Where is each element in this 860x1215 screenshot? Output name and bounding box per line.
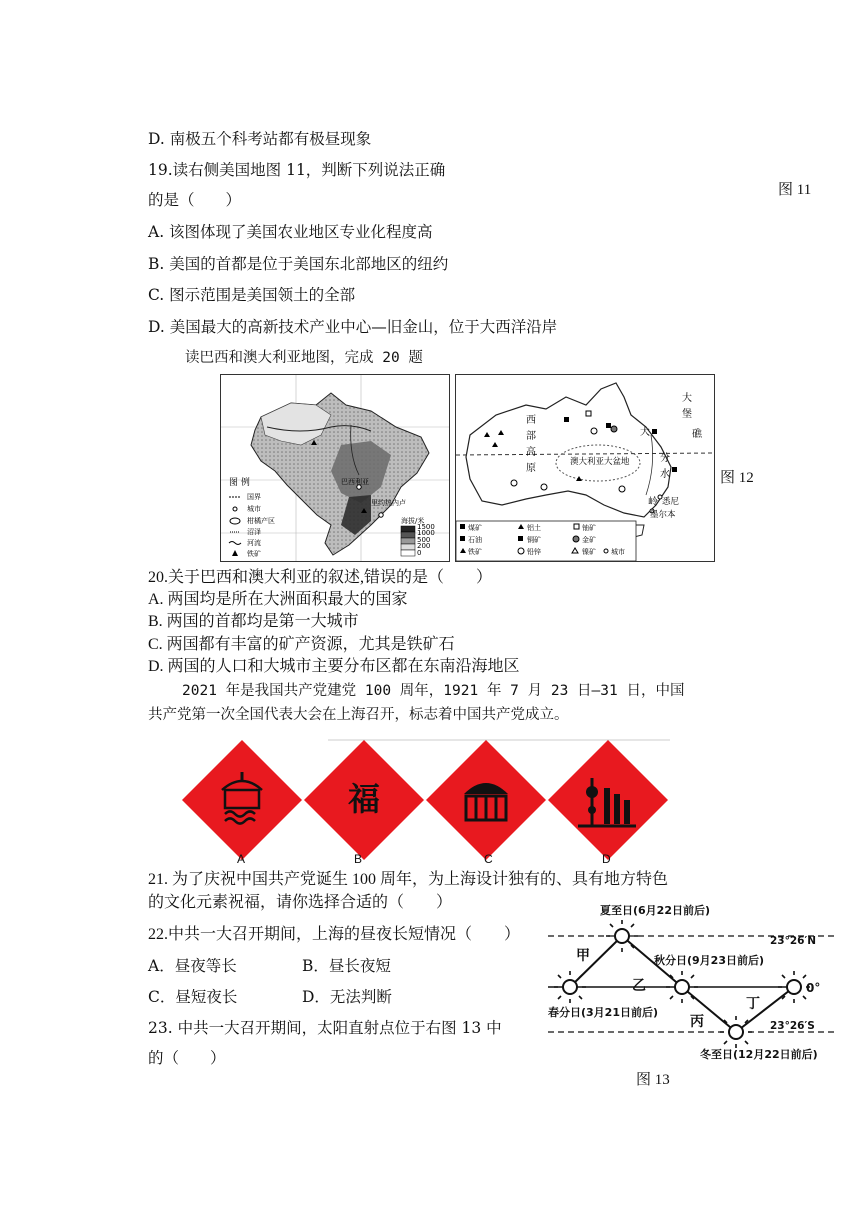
legend-border: 国界 (247, 493, 261, 501)
legend-lead-zinc: 铅锌 (527, 548, 541, 556)
west-plateau-3: 高 (526, 447, 536, 458)
q22-option-b: B．昼长夜短 (302, 957, 391, 975)
basin-label: 澳大利亚大盆地 (570, 457, 630, 467)
passage-line2: 共产党第一次全国代表大会在上海召开，标志着中国共产党成立。 (148, 707, 569, 723)
label-spring: 春分日(3月21日前后) (548, 1006, 659, 1019)
elev-200: 200 (417, 542, 431, 550)
legend-gold: 金矿 (582, 536, 596, 544)
legend-nickel: 镍矿 (582, 548, 596, 556)
brazil-map (220, 374, 450, 562)
label-south: 23°26′S (770, 1020, 815, 1032)
q22-stem: 22.中共一大召开期间，上海的昼夜长短情况（ ） (148, 926, 521, 943)
q23-line1: 23. 中共一大召开期间，太阳直射点位于右图 13 中 (148, 1019, 502, 1037)
legend-city: 城市 (247, 505, 261, 513)
label-winter: 冬至日(12月22日前后) (700, 1048, 818, 1061)
q21-label-a: A (237, 852, 246, 866)
q19-option-d: D. 美国最大的高新技术产业中心—旧金山，位于大西洋沿岸 (148, 318, 558, 336)
legend-city-au: 城市 (611, 548, 625, 556)
reef-1: 大 (682, 393, 692, 404)
option-b-diamond[interactable] (304, 740, 424, 860)
figure11-label: 图 11 (778, 182, 812, 198)
q19-option-b: B. 美国的首都是位于美国东北部地区的纽约 (148, 255, 449, 273)
segment-yi: 乙 (632, 978, 646, 994)
q20-stem: 20.关于巴西和澳大利亚的叙述,错误的是（ ） (148, 569, 493, 586)
label-summer: 夏至日(6月22日前后) (600, 904, 711, 917)
q19-stem-line1: 19.读右侧美国地图 11，判断下列说法正确 (148, 161, 446, 179)
segment-ding: 丁 (746, 996, 760, 1012)
australia-map (455, 374, 715, 562)
elev-0: 0 (417, 549, 422, 557)
q19-option-a: A. 该图体现了美国农业地区专业化程度高 (148, 223, 433, 241)
divide-2: 水 (660, 469, 670, 480)
passage-line1: 2021 年是我国共产党建党 100 周年，1921 年 7 月 23 日—31 日，中国 (182, 683, 685, 699)
q23-line2: 的（ ） (148, 1049, 226, 1067)
range-label: 岭 (648, 497, 658, 508)
q21-line2: 的文化元素祝福，请你选择合适的（ ） (148, 894, 453, 911)
reef-prefix: 大 (640, 427, 650, 438)
q20-option-a: A. 两国均是所在大洲面积最大的国家 (148, 591, 408, 608)
q18-option-d: D. 南极五个科考站都有极昼现象 (148, 130, 372, 148)
australia-map-graphic (456, 375, 714, 561)
q19-stem-line2: 的是（ ） (148, 191, 242, 209)
legend-iron-ore: 铁矿 (468, 548, 482, 556)
legend-uranium: 铀矿 (582, 524, 596, 532)
option-a-diamond[interactable] (182, 740, 302, 860)
city-melbourne: 墨尔本 (650, 510, 676, 520)
q19-option-c: C. 图示范围是美国领土的全部 (148, 286, 356, 304)
label-north: 23°26′N (770, 935, 817, 947)
sun-winter-icon (720, 1016, 752, 1048)
legend-copper: 铜矿 (527, 536, 541, 544)
q21-label-d: D (602, 852, 611, 866)
west-plateau-1: 西 (526, 415, 536, 426)
legend-river: 河流 (247, 539, 261, 547)
elev-1000: 1000 (417, 529, 435, 537)
q22-option-d: D．无法判断 (302, 988, 392, 1006)
q22-option-c: C．昼短夜长 (148, 988, 238, 1006)
reef-2: 堡 (682, 409, 692, 420)
q21-label-c: C (484, 852, 493, 866)
label-equator: 0° (806, 981, 821, 995)
q20-option-b: B. 两国的首都均是第一大城市 (148, 613, 359, 630)
city-sydney: 悉尼 (662, 497, 680, 507)
segment-jia: 甲 (576, 948, 590, 964)
reef-3: 礁 (692, 429, 702, 440)
figure13-label: 图 13 (636, 1072, 670, 1088)
elevation-title: 海拔/米 (401, 517, 425, 525)
segment-bing: 丙 (690, 1014, 704, 1030)
figure12-label: 图 12 (720, 470, 754, 486)
west-plateau-4: 原 (526, 463, 536, 474)
option-d-diamond[interactable] (548, 740, 668, 860)
elev-1500: 1500 (417, 523, 435, 531)
option-c-diamond[interactable] (426, 740, 546, 860)
rio-label: 里约热内卢 (371, 499, 406, 507)
label-autumn: 秋分日(9月23日前后) (654, 954, 765, 967)
brazil-legend-title: 图 例 (229, 478, 250, 488)
brazil-capital-label: 巴西利亚 (341, 478, 369, 486)
q21-options-images (180, 738, 670, 866)
legend-coal: 煤矿 (468, 524, 482, 532)
q21-line1: 21. 为了庆祝中国共产党诞生 100 周年，为上海设计独有的、具有地方特色 (148, 871, 669, 888)
divide-1: 分 (660, 453, 670, 464)
legend-bauxite: 铝土 (527, 524, 541, 532)
legend-swamp: 沼泽 (247, 528, 261, 536)
west-plateau-2: 部 (526, 431, 536, 442)
legend-citrus: 柑橘产区 (247, 517, 275, 525)
elev-500: 500 (417, 536, 431, 544)
q21-label-b: B (354, 852, 363, 866)
q20-option-c: C. 两国都有丰富的矿产资源，尤其是铁矿石 (148, 636, 455, 653)
brazil-map-graphic (221, 375, 449, 561)
legend-oil: 石油 (468, 536, 482, 544)
svg-text:福: 福 (347, 780, 381, 818)
q20-intro: 读巴西和澳大利亚地图，完成 20 题 (185, 350, 423, 366)
legend-iron: 铁矿 (247, 550, 261, 558)
australia-legend (456, 521, 636, 561)
q22-option-a: A．昼夜等长 (148, 957, 237, 975)
figure13-diagram (548, 898, 840, 1066)
q20-option-d: D. 两国的人口和大城市主要分布区都在东南沿海地区 (148, 658, 520, 675)
